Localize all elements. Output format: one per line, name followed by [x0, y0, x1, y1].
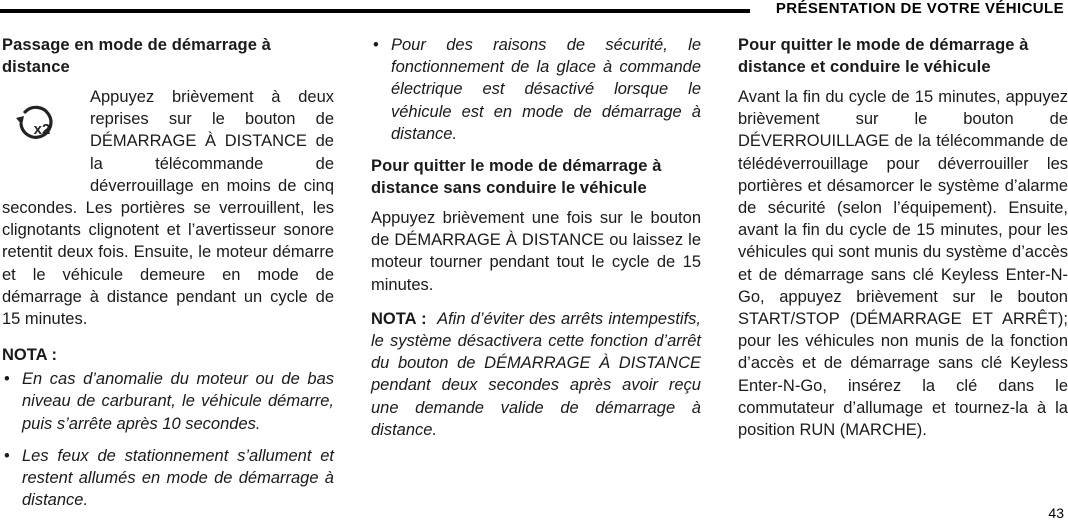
- page-number: 43: [1048, 505, 1064, 521]
- column-1: [2, 34, 334, 521]
- list-item: • Pour des raisons de sécurité, le fonctionnement de la glace à commande électrique est désactivé lorsque le véhicule est en mode de démarrage à distance.: [373, 36, 701, 143]
- section-heading-exit-without-driving: Pour quitter le mode de démarrage à distance sans conduire le véhicule: [371, 157, 662, 198]
- section-heading-exit-and-drive: Pour quitter le mode de démarrage à distance et conduire le véhicule: [738, 36, 1029, 76]
- column-3: [738, 34, 1068, 441]
- note-text: Afin d’éviter des arrêts intempestifs, le système désactivera cette fonction d’arrêt du bouton de DÉMARRAGE À DISTANCE pendant deux secondes après avoir reçu une demande valide de démarrage à distance.: [371, 309, 701, 439]
- section-heading-remote-start: Passage en mode de démarrage à distance: [2, 36, 271, 76]
- note-label: NOTA :: [2, 346, 57, 365]
- running-header: PRÉSENTATION DE VOTRE VÉHICULE: [775, 0, 1064, 17]
- exit-without-driving-body: Appuyez brièvement une fois sur le bouton de DÉMARRAGE À DISTANCE ou laissez le moteur tourner pendant tout le cycle de 15 minutes.: [371, 209, 701, 294]
- safety-bullet-list: [371, 34, 701, 145]
- exit-and-drive-body: Avant la fin du cycle de 15 minutes, appuyez brièvement sur le bouton de DÉVERROUILLAGE de la télécommande de télédéverrouillage pour déverrouiller les portières et désamorcer le système d’alarme de sécurité (selon l’équipement). Ensuite, avant la fin du cycle de 15 minutes, pour les véhicules qui sont munis du système d’accès et de démarrage sans clé Keyless Enter-N-Go, appuyez brièvement sur le bouton START/STOP (DÉMARRAGE ET ARRÊT); pour les véhicules non munis de la fonction d’accès et de démarrage sans clé Keyless Enter-N-Go, insérez la clé dans le commutateur d’allumage et tournez-la à la position RUN (MARCHE).: [738, 88, 1068, 440]
- note-list: [2, 368, 334, 511]
- exit-note-paragraph: [371, 308, 701, 441]
- header-rule: [0, 9, 750, 13]
- remote-start-x2-icon: [2, 92, 82, 182]
- remote-start-paragraph-block: [2, 86, 334, 330]
- list-item: • En cas d’anomalie du moteur ou de bas niveau de carburant, le véhicule démarre, puis s’arrête après 10 secondes.: [4, 370, 334, 433]
- list-item: • Les feux de stationnement s’allument et restent allumés en mode de démarrage à distance.: [4, 446, 334, 510]
- note-label: NOTA :: [371, 309, 427, 328]
- remote-start-body: Appuyez brièvement à deux reprises sur le bouton de DÉMARRAGE À DISTANCE de la télécommande de déverrouillage en moins de cinq secondes. Les portières se verrouillent, les clignotants clignotent et l’avertisseur sonore retentit deux fois. Ensuite, le moteur démarre et le véhicule demeure en mode de démarrage à distance pendant un cycle de 15 minutes.: [2, 88, 334, 329]
- icon-x2-label: x2: [33, 121, 51, 138]
- column-2: [371, 34, 701, 441]
